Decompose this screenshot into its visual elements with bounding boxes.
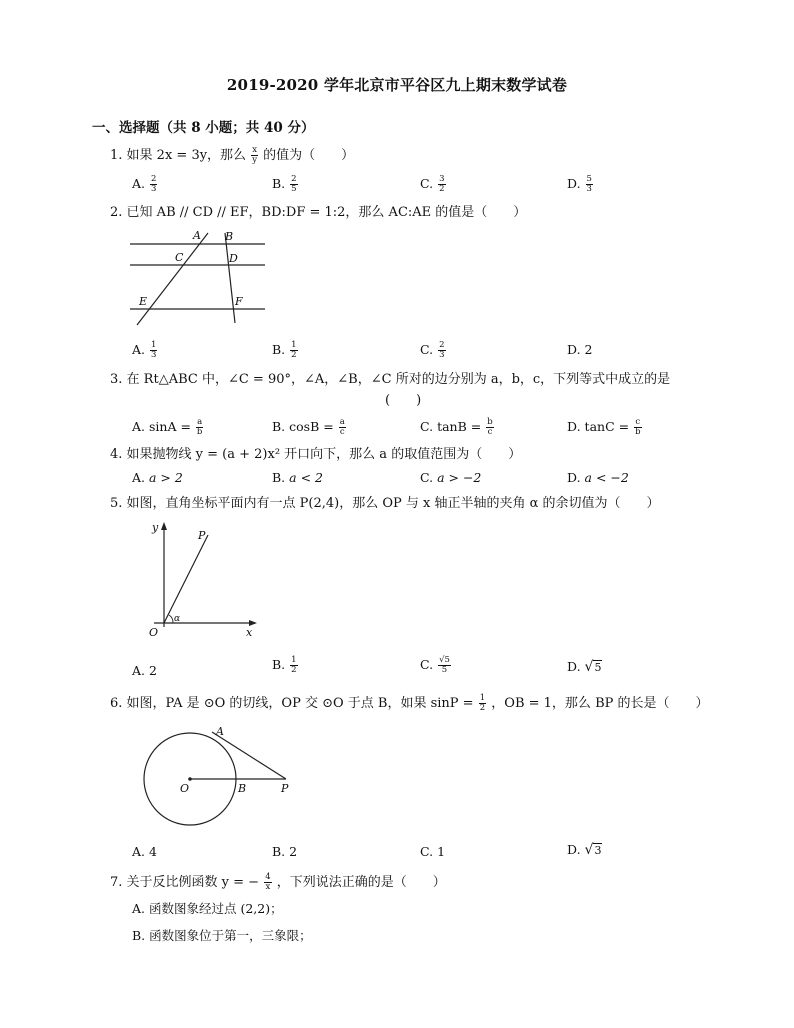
option-d[interactable]: D. a < −2 bbox=[567, 470, 629, 485]
option-d[interactable]: D. 2 bbox=[567, 342, 593, 357]
option-d[interactable]: D. $\frac{5}{3}$ bbox=[567, 174, 592, 194]
question-number: 4. bbox=[110, 447, 123, 462]
option-c[interactable]: C. $\frac{2}{3}$ bbox=[420, 340, 445, 360]
option-a[interactable]: A. 函数图象经过点 (2,2)； bbox=[132, 901, 283, 916]
option-d[interactable]: D. √3 bbox=[567, 842, 602, 858]
question-number: 3. bbox=[110, 372, 123, 387]
fraction: $\frac{1}{2}$ bbox=[479, 693, 486, 713]
question-stem: 如果抛物线 y = (a + 2)x² 开口向下，那么 a 的取值范围为（ ） bbox=[126, 447, 522, 462]
label-d: D bbox=[229, 252, 238, 265]
option-d[interactable]: D. √5 bbox=[567, 659, 602, 675]
tangent-pa bbox=[212, 732, 286, 779]
circle-tangent-figure bbox=[120, 722, 305, 837]
fraction: $\frac{x}{y}$ bbox=[252, 145, 258, 165]
option-a[interactable]: A. $\frac{2}{3}$ bbox=[132, 174, 157, 194]
question-number: 2. bbox=[110, 205, 123, 220]
label-y: y bbox=[152, 521, 159, 534]
question-stem-end: ，OB = 1，那么 BP 的长是（ ） bbox=[491, 696, 709, 711]
question-stem-end: 的值为（ ） bbox=[263, 148, 355, 163]
question-4 bbox=[110, 446, 521, 464]
label-p: P bbox=[281, 782, 289, 795]
segment-op bbox=[164, 535, 208, 623]
question-3 bbox=[110, 371, 670, 389]
option-b[interactable]: B. $\frac{1}{2}$ bbox=[272, 340, 297, 360]
option-c[interactable]: C. $\frac{3}{2}$ bbox=[420, 174, 445, 194]
option-b[interactable]: B. 2 bbox=[272, 844, 298, 859]
label-o: O bbox=[180, 782, 190, 795]
question-number: 7. bbox=[110, 875, 123, 890]
y-axis-arrow bbox=[161, 522, 167, 530]
coordinate-figure bbox=[140, 515, 265, 645]
center-dot bbox=[188, 777, 192, 781]
option-b[interactable]: B. a < 2 bbox=[272, 470, 323, 485]
answer-paren: ( ) bbox=[385, 393, 422, 408]
option-a[interactable]: A. 4 bbox=[132, 844, 157, 859]
question-number: 5. bbox=[110, 496, 123, 511]
question-7 bbox=[110, 873, 446, 892]
question-number: 6. bbox=[110, 696, 123, 711]
option-a[interactable]: A. 2 bbox=[132, 663, 157, 678]
question-6 bbox=[110, 694, 709, 713]
question-number: 1. bbox=[110, 148, 123, 163]
question-stem: 如果 2x = 3y，那么 bbox=[126, 148, 247, 163]
option-b[interactable]: B. $\frac{1}{2}$ bbox=[272, 655, 297, 675]
option-d[interactable]: D. tanC = $\frac{c}{b}$ bbox=[567, 417, 641, 437]
label-c: C bbox=[175, 251, 184, 264]
label-e: E bbox=[139, 295, 148, 308]
question-stem-end: ，下列说法正确的是（ ） bbox=[276, 875, 446, 890]
option-a[interactable]: A. $\frac{1}{3}$ bbox=[132, 340, 157, 360]
label-b: B bbox=[238, 782, 247, 795]
question-stem: 如图，直角坐标平面内有一点 P(2,4)，那么 OP 与 x 轴正半轴的夹角 α 的余切值为（ ） bbox=[126, 496, 660, 511]
label-alpha: α bbox=[174, 614, 181, 624]
fraction: $\frac{4}{x}$ bbox=[265, 872, 271, 892]
option-b[interactable]: B. cosB = $\frac{a}{c}$ bbox=[272, 417, 345, 437]
option-c[interactable]: C. tanB = $\frac{b}{c}$ bbox=[420, 417, 493, 437]
label-x: x bbox=[246, 626, 253, 639]
question-5 bbox=[110, 495, 660, 513]
question-1 bbox=[110, 146, 354, 165]
question-stem: 已知 AB // CD // EF，BD:DF = 1:2，那么 AC:AE 的值是（ ） bbox=[126, 205, 527, 220]
label-p: P bbox=[198, 529, 206, 542]
option-b[interactable]: B. $\frac{2}{5}$ bbox=[272, 174, 297, 194]
label-a: A bbox=[193, 229, 201, 242]
label-b: B bbox=[225, 230, 234, 243]
option-b[interactable]: B. 函数图象位于第一，三象限； bbox=[132, 928, 312, 943]
option-a[interactable]: A. sinA = $\frac{a}{b}$ bbox=[132, 417, 203, 437]
section-heading: 一、选择题（共 8 小题；共 40 分） bbox=[92, 120, 315, 136]
option-c[interactable]: C. 1 bbox=[420, 844, 446, 859]
angle-arc bbox=[169, 615, 173, 623]
question-stem: 关于反比例函数 y = − bbox=[126, 875, 260, 890]
option-c[interactable]: C. a > −2 bbox=[420, 470, 482, 485]
option-a[interactable]: A. a > 2 bbox=[132, 470, 183, 485]
question-stem: 如图，PA 是 ⊙O 的切线，OP 交 ⊙O 于点 B，如果 sinP = bbox=[126, 696, 474, 711]
question-stem: 在 Rt△ABC 中，∠C = 90°，∠A，∠B，∠C 所对的边分别为 a，b，c，下列等式中成立的是 bbox=[126, 372, 671, 387]
label-a: A bbox=[216, 725, 224, 738]
option-c[interactable]: C. $\frac{√5}{5}$ bbox=[420, 655, 450, 675]
label-o: O bbox=[149, 626, 159, 639]
parallel-lines-figure bbox=[125, 225, 275, 330]
transversal-ae bbox=[137, 233, 208, 325]
document-title: 2019-2020 学年北京市平谷区九上期末数学试卷 bbox=[226, 76, 568, 94]
label-f: F bbox=[235, 295, 243, 308]
question-2 bbox=[110, 204, 526, 222]
